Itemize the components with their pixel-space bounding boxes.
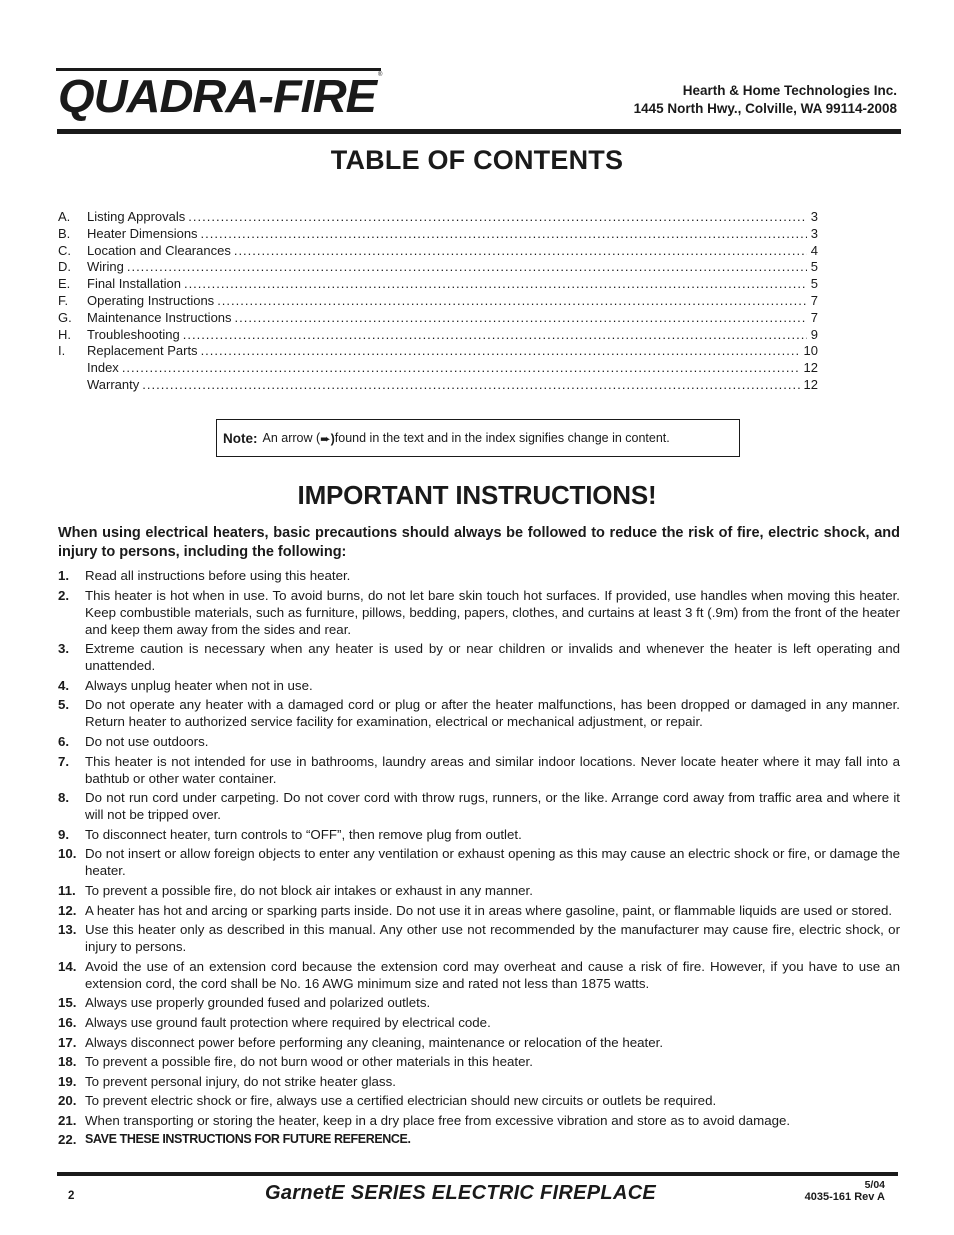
toc-page: 10 — [803, 343, 818, 359]
instruction-item — [58, 1073, 900, 1090]
instructions-list — [58, 567, 900, 1151]
note-text-before: An arrow ( — [262, 431, 321, 445]
instruction-text: Always use ground fault protection where required by electrical code. — [85, 1014, 491, 1030]
instruction-text: Always disconnect power before performing any cleaning, maintenance or relocation of the heater. — [85, 1034, 664, 1050]
instruction-text: Use this heater only as described in this manual. Any other use not recommended by the manufacturer may cause fire, electric shock, or injury to persons. — [85, 922, 900, 955]
instruction-number: 7. — [58, 753, 70, 769]
toc-leader-dots — [183, 327, 807, 344]
instruction-item — [58, 958, 900, 992]
toc-page: 3 — [810, 225, 818, 241]
instruction-number: 11. — [58, 882, 76, 898]
toc-label: Location and Clearances — [87, 242, 231, 258]
toc-page: 5 — [810, 276, 818, 292]
toc-entry — [58, 243, 818, 260]
instruction-text: This heater is not intended for use in bathrooms, laundry areas and similar indoor locations. Never locate heater where it may fall into a bathtub or other water container. — [85, 753, 900, 786]
instruction-item — [58, 1092, 900, 1109]
toc-label: Heater Dimensions — [87, 225, 198, 241]
instruction-number: 14. — [58, 958, 77, 974]
instruction-item — [58, 902, 900, 919]
instruction-number: 13. — [58, 922, 77, 938]
arrow-right-icon: ➨) — [320, 431, 335, 446]
toc-entry — [58, 310, 818, 327]
instruction-number: 15. — [58, 995, 77, 1011]
note-box — [216, 419, 740, 457]
instruction-text: To prevent a possible fire, do not burn wood or other materials in this heater. — [85, 1054, 533, 1070]
instruction-number: 21. — [58, 1112, 77, 1128]
instruction-number: 4. — [58, 677, 70, 693]
instruction-item — [58, 677, 900, 694]
instruction-text: To prevent a possible fire, do not block air intakes or exhaust in any manner. — [85, 882, 533, 898]
toc-entry — [58, 343, 818, 360]
toc-letter: H. — [58, 326, 71, 342]
toc-entry — [58, 209, 818, 226]
instruction-text: To prevent electric shock or fire, always use a certified electrician should new circuits or outlets be required. — [85, 1093, 717, 1109]
footer-date: 5/04 — [864, 1179, 885, 1191]
instruction-text: Always unplug heater when not in use. — [85, 677, 313, 693]
toc-entry — [58, 259, 818, 276]
instruction-number: 5. — [58, 697, 70, 713]
toc-page: 7 — [810, 292, 818, 308]
toc-entry — [58, 327, 818, 344]
instruction-item — [58, 1034, 900, 1051]
instruction-number: 18. — [58, 1054, 77, 1070]
toc-label: Warranty — [87, 376, 140, 392]
toc-entry — [58, 293, 818, 310]
svg-text:®: ® — [378, 72, 383, 78]
instruction-item — [58, 994, 900, 1011]
table-of-contents — [58, 209, 818, 394]
note-label: Note: — [223, 430, 258, 446]
instruction-number: 20. — [58, 1093, 77, 1109]
toc-leader-dots — [201, 226, 807, 243]
instruction-text: Read all instructions before using this heater. — [85, 568, 351, 583]
instruction-text: When transporting or storing the heater, keep in a dry place free from excessive vibration and store as to avoid damage. — [85, 1112, 791, 1128]
toc-entry — [58, 276, 818, 293]
instruction-text: Do not insert or allow foreign objects to enter any ventilation or exhaust opening as this may cause an electric shock or fire, or damage the heater. — [85, 846, 900, 879]
instruction-number: 22. — [58, 1132, 77, 1148]
instruction-text: Avoid the use of an extension cord because the extension cord may overheat and cause a risk of fire. However, if you have to use an extension cord, the cord shall be No. 16 AWG minimum size and rated not less than 1875 watts. — [85, 958, 900, 991]
instruction-number: 16. — [58, 1014, 77, 1030]
instruction-number: 19. — [58, 1073, 77, 1089]
instruction-item — [58, 845, 900, 879]
instruction-text: To prevent personal injury, do not strike heater glass. — [85, 1073, 396, 1089]
instruction-item — [58, 1053, 900, 1070]
instructions-intro: When using electrical heaters, basic precautions should always be followed to reduce the risk of fire, electric shock, and injury to persons, including the following: — [58, 525, 900, 560]
instruction-item — [58, 587, 900, 638]
toc-label: Maintenance Instructions — [87, 309, 232, 325]
instruction-item — [58, 882, 900, 899]
footer-doc-number: 4035-161 Rev A — [804, 1191, 885, 1203]
toc-page: 9 — [810, 326, 818, 342]
instruction-text: Do not use outdoors. — [85, 733, 209, 749]
instruction-item — [58, 921, 900, 955]
toc-page: 4 — [810, 242, 818, 258]
toc-leader-dots — [127, 259, 807, 276]
instruction-number: 10. — [58, 846, 77, 862]
toc-leader-dots — [201, 343, 800, 360]
instruction-text: Extreme caution is necessary when any heater is used by or near children or invalids and whenever the heater is left operating and unattended. — [85, 641, 900, 674]
instruction-text: Always use properly grounded fused and polarized outlets. — [85, 995, 431, 1011]
toc-letter: A. — [58, 209, 71, 224]
instruction-text: Do not operate any heater with a damaged cord or plug or after the heater malfunctions, has been dropped or damaged in any manner. Return heater to authorized service facility for examination, electrical or mechanical adjustment, or repair. — [85, 697, 900, 730]
toc-page: 5 — [810, 259, 818, 275]
toc-leader-dots — [184, 276, 807, 293]
toc-page: 12 — [803, 360, 818, 376]
instruction-text: This heater is hot when in use. To avoid burns, do not let bare skin touch hot surfaces. If provided, use handles when moving this heater. Keep combustible materials, such as furniture, pillows, bedding, papers, clothes, and curtains at least 3 ft (.9m) from the front of the heater and keep them away from the sides and rear. — [85, 587, 900, 637]
instruction-item — [58, 1112, 900, 1129]
page-number: 2 — [68, 1190, 75, 1202]
instruction-number: 2. — [58, 587, 70, 603]
note-text-after: found in the text and in the index signifies change in content. — [334, 431, 670, 445]
header-rule — [57, 129, 901, 134]
instruction-number: 3. — [58, 641, 70, 657]
toc-leader-dots — [234, 243, 807, 260]
instruction-item — [58, 789, 900, 823]
toc-page: 3 — [810, 209, 818, 224]
instruction-item — [58, 733, 900, 750]
toc-label: Operating Instructions — [87, 292, 215, 308]
toc-leader-dots — [217, 293, 807, 310]
company-name: Hearth & Home Technologies Inc. — [682, 83, 897, 98]
toc-label: Troubleshooting — [87, 326, 180, 342]
instruction-item — [58, 567, 900, 584]
toc-entry — [58, 377, 818, 394]
instruction-item — [58, 1014, 900, 1031]
toc-title: TABLE OF CONTENTS — [330, 145, 624, 175]
instruction-item — [58, 696, 900, 730]
toc-letter: G. — [58, 309, 72, 325]
company-address: 1445 North Hwy., Colville, WA 99114-2008 — [633, 101, 897, 116]
instruction-text: A heater has hot and arcing or sparking parts inside. Do not use it in areas where gasoline, paint, or flammable liquids are used or stored. — [85, 902, 893, 918]
toc-entry — [58, 360, 818, 377]
instructions-title: IMPORTANT INSTRUCTIONS! — [297, 480, 657, 510]
toc-leader-dots — [142, 377, 799, 394]
instruction-number: 1. — [58, 568, 70, 583]
toc-letter: D. — [58, 259, 71, 275]
toc-letter: B. — [58, 225, 71, 241]
instruction-number: 17. — [58, 1034, 77, 1050]
toc-label: Final Installation — [87, 276, 181, 292]
instruction-item — [58, 826, 900, 843]
toc-letter: E. — [58, 276, 71, 292]
instruction-text: SAVE THESE INSTRUCTIONS FOR FUTURE REFERENCE. — [85, 1132, 411, 1147]
toc-label: Listing Approvals — [87, 209, 186, 224]
toc-label: Wiring — [87, 259, 124, 275]
toc-label: Replacement Parts — [87, 343, 198, 359]
toc-leader-dots — [188, 209, 806, 226]
toc-letter: F. — [58, 292, 69, 308]
instruction-number: 12. — [58, 902, 77, 918]
instruction-number: 9. — [58, 826, 70, 842]
instruction-item — [58, 640, 900, 674]
toc-page: 12 — [803, 376, 818, 392]
instruction-number: 6. — [58, 733, 70, 749]
footer-title: GarnetE SERIES ELECTRIC FIREPLACE — [265, 1182, 657, 1204]
toc-letter: I. — [58, 343, 66, 359]
quadra-fire-logo — [56, 62, 386, 124]
toc-label: Index — [87, 360, 119, 376]
footer-rule — [57, 1172, 898, 1176]
company-info — [634, 82, 897, 118]
instruction-text: To disconnect heater, turn controls to “OFF”, then remove plug from outlet. — [85, 826, 522, 842]
toc-entry — [58, 226, 818, 243]
instruction-number: 8. — [58, 790, 70, 806]
toc-letter: C. — [58, 242, 71, 258]
instruction-item — [58, 1131, 900, 1148]
toc-leader-dots — [122, 360, 800, 377]
instruction-item — [58, 753, 900, 787]
instruction-text: Do not run cord under carpeting. Do not cover cord with throw rugs, runners, or the like. Arrange cord away from traffic area and where it will not be tripped over. — [85, 790, 900, 823]
logo-wordmark: QUADRA-FIRE — [58, 70, 379, 122]
toc-leader-dots — [235, 310, 807, 327]
toc-page: 7 — [810, 309, 818, 325]
